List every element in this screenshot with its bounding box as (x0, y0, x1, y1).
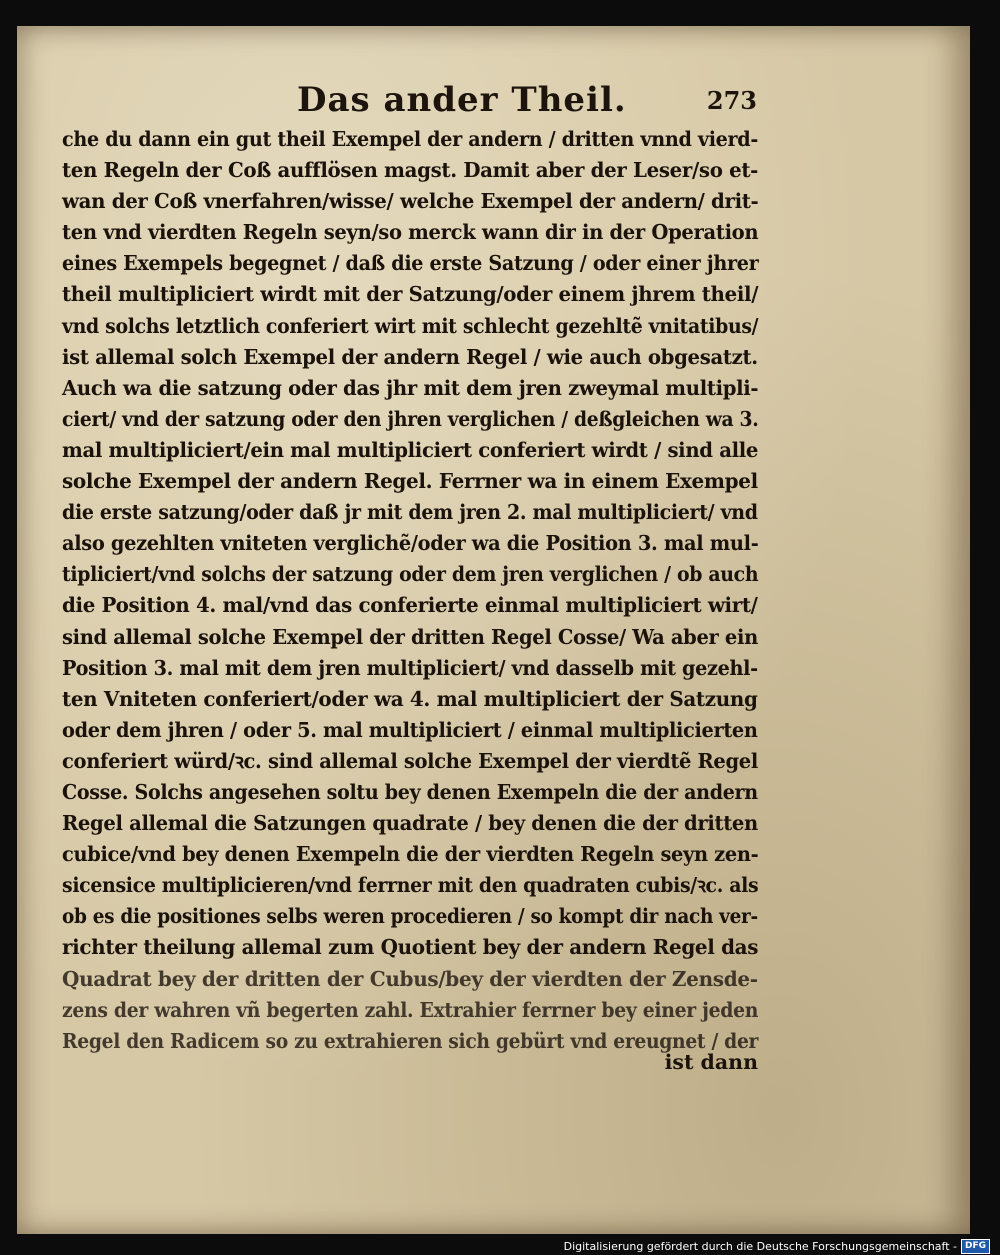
text-line: Regel allemal die Satzungen quadrate / bey denen die der dritten (62, 811, 758, 836)
text-line: eines Exempels begegnet / daß die erste Satzung / oder einer jhrer (62, 251, 759, 276)
text-line: solche Exempel der andern Regel. Ferrner wa in einem Exempel (62, 469, 758, 494)
text-line: mal multipliciert/ein mal multipliciert conferiert wirdt / sind alle (62, 437, 759, 462)
text-line: Position 3. mal mit dem jren multipliciert/ vnd dasselb mit gezehl- (62, 655, 758, 680)
text-line: che du dann ein gut theil Exempel der andern / dritten vnnd vierd- (62, 127, 759, 151)
text-line: die erste satzung/oder daß jr mit dem jren 2. mal multipliciert/ vnd (62, 500, 758, 525)
page-number: 273 (706, 86, 757, 115)
text-line: ten Regeln der Coß aufflösen magst. Damit aber der Leser/so et- (62, 158, 759, 183)
text-line: die Position 4. mal/vnd das conferierte einmal multipliciert wirt/ (62, 593, 758, 618)
text-line: theil multipliciert wirdt mit der Satzung/oder einem jhrem theil/ (62, 282, 759, 307)
text-line: also gezehlten vniteten verglichẽ/oder wa die Position 3. mal mul- (62, 531, 759, 556)
dfg-logo-icon: DFG (961, 1239, 990, 1254)
text-line: Regel den Radicem so zu extrahieren sich gebürt vnd ereugnet / der (62, 1028, 759, 1053)
text-line: Cosse. Solchs angesehen soltu bey denen Exempeln die der andern (62, 779, 758, 804)
text-line: richter theilung allemal zum Quotient bey der andern Regel das (62, 935, 759, 960)
text-line: tipliciert/vnd solchs der satzung oder dem jren verglichen / ob auch (62, 562, 759, 587)
text-line: vnd solchs letztlich conferiert wirt mit schlecht gezehltẽ vnitatibus/ (62, 313, 759, 338)
funding-credit: Digitalisierung gefördert durch die Deutsche Forschungsgemeinschaft - (563, 1239, 957, 1253)
text-line: ciert/ vnd der satzung oder den jhren verglichen / deßgleichen wa 3. (62, 406, 759, 431)
text-line: ten Vniteten conferiert/oder wa 4. mal multipliciert der Satzung (62, 686, 758, 711)
running-title: Das ander Theil. (297, 80, 627, 120)
footer-credit (564, 1237, 990, 1255)
text-line: ten vnd vierdten Regeln seyn/so merck wann dir in der Operation (62, 220, 759, 245)
text-line: sicensice multiplicieren/vnd ferrner mit den quadraten cubis/ꝛc. als (62, 873, 759, 898)
text-line: sind allemal solche Exempel der dritten Regel Cosse/ Wa aber ein (62, 624, 758, 649)
text-line: cubice/vnd bey denen Exempeln die der vierdten Regeln seyn zen- (62, 842, 759, 867)
text-line: oder dem jhren / oder 5. mal multipliciert / einmal multiplicierten (62, 717, 758, 742)
page-header (297, 76, 757, 126)
body-text (62, 124, 758, 1057)
text-line: zens der wahren vñ begerten zahl. Extrahier ferrner bey einer jeden (62, 997, 759, 1022)
text-line: wan der Coß vnerfahren/wisse/ welche Exempel der andern/ drit- (62, 189, 759, 214)
text-line: ob es die positiones selbs weren procedieren / so kompt dir nach ver- (62, 904, 758, 929)
text-line: ist allemal solch Exempel der andern Regel / wie auch obgesatzt. (62, 344, 758, 369)
text-line: conferiert würd/ꝛc. sind allemal solche Exempel der vierdtẽ Regel (62, 748, 758, 773)
text-line: Quadrat bey der dritten der Cubus/bey der vierdten der Zensde- (62, 966, 758, 991)
text-line: Auch wa die satzung oder das jhr mit dem jren zweymal multipli- (62, 375, 759, 400)
catchword: ist dann (664, 1050, 758, 1074)
